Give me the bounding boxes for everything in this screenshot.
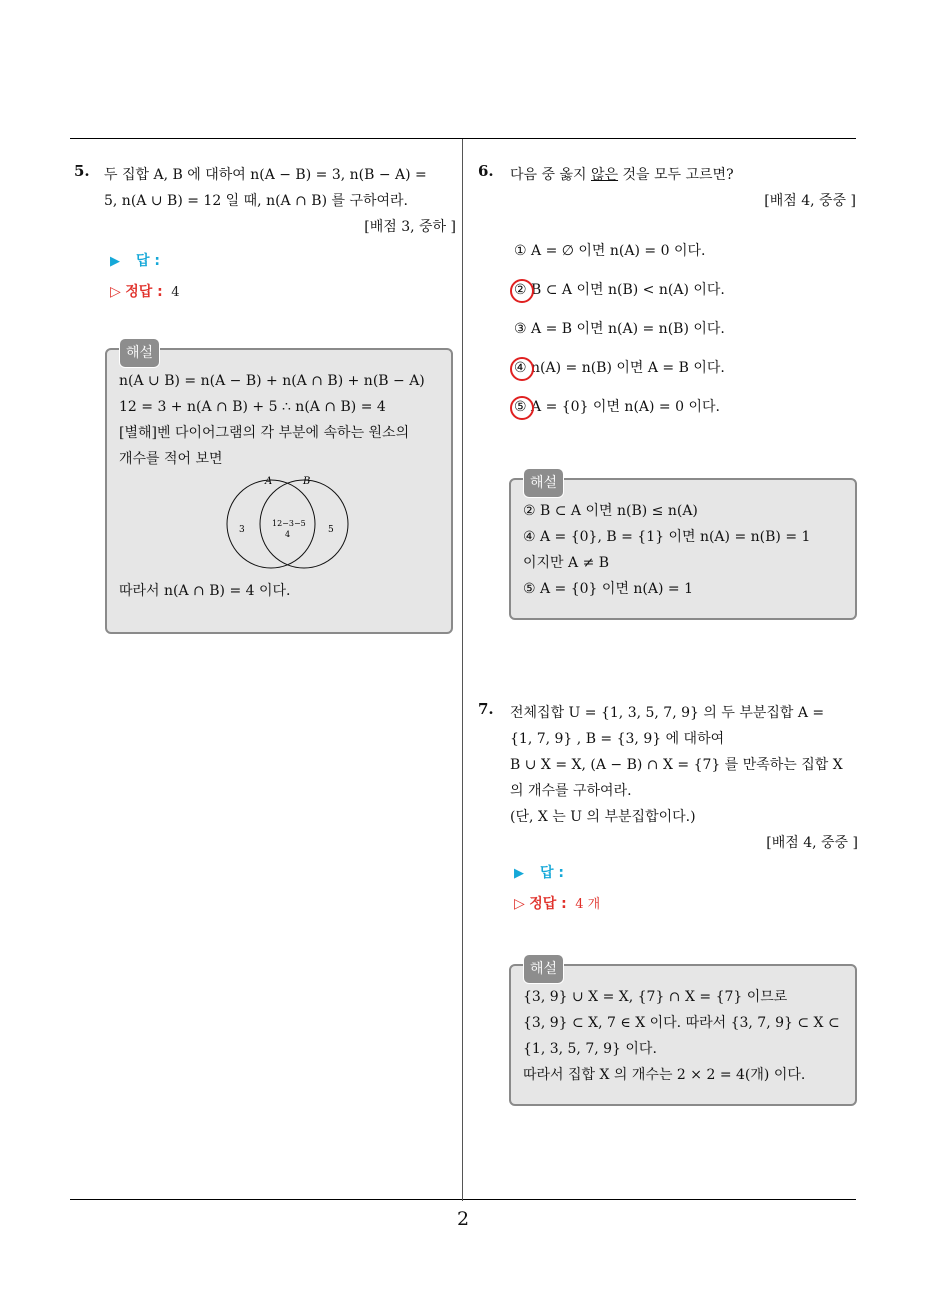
score-label: [배점 4, 중중 ] xyxy=(764,193,856,209)
choice-text: B ⊂ A 이면 n(B) < n(A) 이다. xyxy=(531,282,725,298)
venn-left-count: 3 xyxy=(239,525,245,535)
score-label: [배점 4, 중중 ] xyxy=(766,835,858,851)
selected-circle-icon xyxy=(510,357,534,381)
venn-label-a: A xyxy=(265,476,273,487)
solution-line-2: 12 = 3 + n(A ∩ B) + 5 ∴ n(A ∩ B) = 4 xyxy=(119,399,386,415)
answer-label: 답 : xyxy=(136,253,160,269)
choice-mark: ① xyxy=(514,243,527,259)
solution-line-1: ② B ⊂ A 이면 n(B) ≤ n(A) xyxy=(523,503,698,519)
solution-line-5: 따라서 n(A ∩ B) = 4 이다. xyxy=(119,583,291,599)
problem-number: 5. xyxy=(74,162,90,180)
question-line-1: 두 집합 A, B 에 대하여 n(A − B) = 3, n(B − A) = xyxy=(104,167,427,183)
correct-answer-row xyxy=(110,277,456,308)
choice-mark: ③ xyxy=(514,321,527,337)
correct-value: 4 개 xyxy=(575,897,601,912)
problem-5 xyxy=(74,162,456,308)
correct-label: 정답 : xyxy=(529,896,567,912)
question-line-5: (단, X 는 U 의 부분집합이다.) xyxy=(510,809,696,825)
hollow-arrow-icon: ▷ xyxy=(514,896,525,912)
solution-line-3: {1, 3, 5, 7, 9} 이다. xyxy=(523,1041,657,1057)
choice-3[interactable] xyxy=(514,318,725,338)
choice-text: n(A) = n(B) 이면 A = B 이다. xyxy=(531,360,725,376)
venn-mid-expr: 12−3−5 xyxy=(272,519,306,528)
score-label: [배점 3, 중하 ] xyxy=(364,219,456,235)
choice-4[interactable] xyxy=(514,357,725,377)
question-line-2: {1, 7, 9} , B = {3, 9} 에 대하여 xyxy=(510,731,725,747)
problem-6 xyxy=(478,162,856,214)
top-rule xyxy=(70,138,856,139)
correct-value: 4 xyxy=(171,285,180,300)
solution-line-3: 이지만 A ≠ B xyxy=(523,555,610,571)
bottom-rule xyxy=(70,1199,856,1200)
question-line-4: 의 개수를 구하여라. xyxy=(510,783,632,799)
question-text-post: 것을 모두 고르면? xyxy=(618,167,734,183)
answer-label: 답 : xyxy=(540,865,564,881)
solution-line-4: 개수를 적어 보면 xyxy=(119,451,223,467)
venn-right-count: 5 xyxy=(328,525,334,535)
solution-box-5 xyxy=(105,345,453,634)
solution-tag: 해설 xyxy=(523,468,564,498)
play-arrow-icon: ▶ xyxy=(110,254,120,269)
selected-circle-icon xyxy=(510,279,534,303)
solution-tag: 해설 xyxy=(119,338,160,368)
answer-row xyxy=(110,246,456,277)
choice-mark: ② xyxy=(514,282,527,298)
page-number: 2 xyxy=(456,1208,470,1230)
solution-line-4: ⑤ A = {0} 이면 n(A) = 1 xyxy=(523,581,694,597)
venn-diagram xyxy=(119,474,441,570)
venn-mid-count: 4 xyxy=(285,530,291,539)
choice-text: A = {0} 이면 n(A) = 0 이다. xyxy=(531,399,720,415)
choice-mark: ⑤ xyxy=(514,399,527,415)
answer-row xyxy=(514,858,858,889)
solution-box-6 xyxy=(509,475,857,620)
solution-tag: 해설 xyxy=(523,954,564,984)
problem-7 xyxy=(478,700,858,920)
choice-5[interactable] xyxy=(514,396,720,416)
solution-line-2: ④ A = {0}, B = {1} 이면 n(A) = n(B) = 1 xyxy=(523,529,811,545)
venn-label-b: B xyxy=(303,476,311,487)
choice-text: A = ∅ 이면 n(A) = 0 이다. xyxy=(531,243,706,259)
problem-number: 6. xyxy=(478,162,494,180)
correct-answer-row xyxy=(514,889,858,920)
question-text-pre: 다음 중 옳지 xyxy=(510,167,591,183)
question-line-2: 5, n(A ∪ B) = 12 일 때, n(A ∩ B) 를 구하여라. xyxy=(104,193,409,209)
question-line xyxy=(510,162,856,188)
question-line-1: 전체집합 U = {1, 3, 5, 7, 9} 의 두 부분집합 A = xyxy=(510,705,825,721)
play-arrow-icon: ▶ xyxy=(514,866,524,881)
problem-number: 7. xyxy=(478,700,494,718)
question-line-3: B ∪ X = X, (A − B) ∩ X = {7} 를 만족하는 집합 X xyxy=(510,757,843,773)
question-underlined: 않은 xyxy=(590,167,619,183)
hollow-arrow-icon: ▷ xyxy=(110,284,121,300)
selected-circle-icon xyxy=(510,396,534,420)
solution-line-1: {3, 9} ∪ X = X, {7} ∩ X = {7} 이므로 xyxy=(523,989,788,1005)
solution-line-3: [별해]벤 다이어그램의 각 부분에 속하는 원소의 xyxy=(119,425,410,441)
column-divider xyxy=(462,139,463,1201)
choice-mark: ④ xyxy=(514,360,527,376)
solution-line-2: {3, 9} ⊂ X, 7 ∈ X 이다. 따라서 {3, 7, 9} ⊂ X ⊂ xyxy=(523,1015,840,1031)
choice-1[interactable] xyxy=(514,240,705,260)
solution-line-1: n(A ∪ B) = n(A − B) + n(A ∩ B) + n(B − A) xyxy=(119,373,425,389)
choice-text: A = B 이면 n(A) = n(B) 이다. xyxy=(531,321,725,337)
correct-label: 정답 : xyxy=(125,284,163,300)
solution-box-7 xyxy=(509,961,857,1106)
choices-6 xyxy=(514,240,844,420)
choice-2[interactable] xyxy=(514,279,725,299)
solution-line-4: 따라서 집합 X 의 개수는 2 × 2 = 4(개) 이다. xyxy=(523,1067,806,1083)
